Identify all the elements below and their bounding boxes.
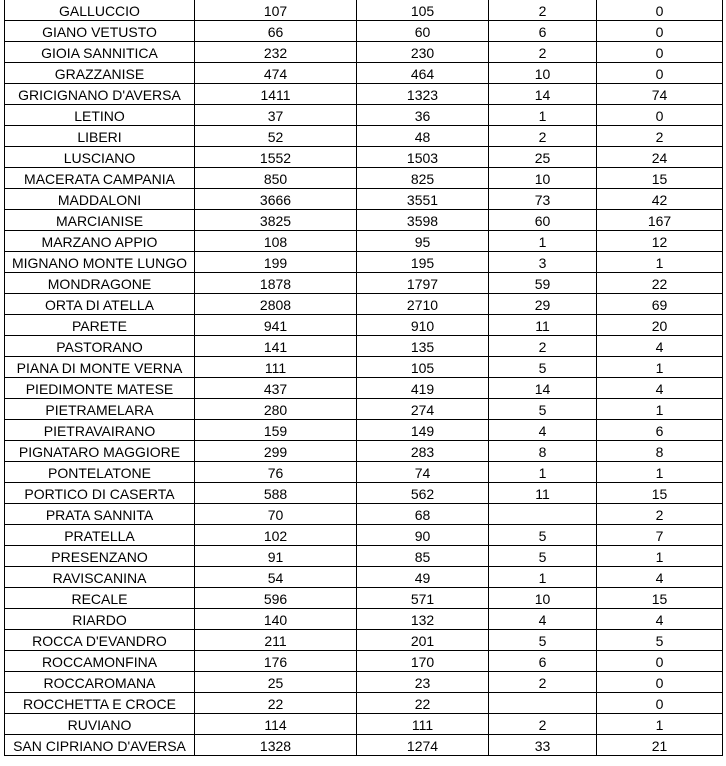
- municipality-cell: ROCCAROMANA: [5, 672, 195, 693]
- value-col-2-cell: 419: [357, 378, 489, 399]
- municipality-cell: GRICIGNANO D'AVERSA: [5, 84, 195, 105]
- value-col-2-cell: 571: [357, 588, 489, 609]
- value-col-4-cell: 2: [597, 504, 723, 525]
- municipality-cell: MIGNANO MONTE LUNGO: [5, 252, 195, 273]
- value-col-1-cell: 1328: [195, 735, 357, 756]
- value-col-3-cell: 2: [489, 42, 597, 63]
- value-col-1-cell: 211: [195, 630, 357, 651]
- value-col-4-cell: 167: [597, 210, 723, 231]
- value-col-1-cell: 114: [195, 714, 357, 735]
- value-col-1-cell: 1878: [195, 273, 357, 294]
- municipality-cell: MARCIANISE: [5, 210, 195, 231]
- value-col-4-cell: 0: [597, 693, 723, 714]
- table-row: [5, 420, 723, 441]
- value-col-2-cell: 60: [357, 21, 489, 42]
- value-col-3-cell: 14: [489, 84, 597, 105]
- value-col-2-cell: 274: [357, 399, 489, 420]
- municipality-cell: PONTELATONE: [5, 462, 195, 483]
- municipality-cell: RUVIANO: [5, 714, 195, 735]
- value-col-4-cell: 1: [597, 714, 723, 735]
- value-col-2-cell: 48: [357, 126, 489, 147]
- value-col-4-cell: 0: [597, 0, 723, 21]
- value-col-3-cell: 11: [489, 315, 597, 336]
- value-col-2-cell: 105: [357, 0, 489, 21]
- value-col-2-cell: 132: [357, 609, 489, 630]
- value-col-1-cell: 111: [195, 357, 357, 378]
- table-row: [5, 63, 723, 84]
- value-col-1-cell: 850: [195, 168, 357, 189]
- value-col-4-cell: 7: [597, 525, 723, 546]
- value-col-4-cell: 69: [597, 294, 723, 315]
- table-row: [5, 546, 723, 567]
- value-col-1-cell: 102: [195, 525, 357, 546]
- value-col-4-cell: 4: [597, 336, 723, 357]
- value-col-4-cell: 1: [597, 399, 723, 420]
- municipality-cell: RAVISCANINA: [5, 567, 195, 588]
- value-col-4-cell: 0: [597, 672, 723, 693]
- value-col-1-cell: 941: [195, 315, 357, 336]
- value-col-1-cell: 588: [195, 483, 357, 504]
- table-body: [5, 0, 723, 756]
- value-col-4-cell: 2: [597, 126, 723, 147]
- value-col-4-cell: 4: [597, 609, 723, 630]
- table-row: [5, 21, 723, 42]
- value-col-4-cell: 0: [597, 21, 723, 42]
- municipality-cell: PASTORANO: [5, 336, 195, 357]
- value-col-2-cell: 1797: [357, 273, 489, 294]
- municipality-cell: GIANO VETUSTO: [5, 21, 195, 42]
- value-col-3-cell: [489, 693, 597, 714]
- value-col-4-cell: 0: [597, 63, 723, 84]
- value-col-2-cell: 36: [357, 105, 489, 126]
- value-col-2-cell: 170: [357, 651, 489, 672]
- value-col-1-cell: 437: [195, 378, 357, 399]
- value-col-4-cell: 0: [597, 105, 723, 126]
- value-col-2-cell: 195: [357, 252, 489, 273]
- table-row: [5, 42, 723, 63]
- value-col-1-cell: 280: [195, 399, 357, 420]
- value-col-2-cell: 201: [357, 630, 489, 651]
- table-row: [5, 588, 723, 609]
- value-col-2-cell: 105: [357, 357, 489, 378]
- value-col-3-cell: 2: [489, 672, 597, 693]
- value-col-3-cell: 2: [489, 336, 597, 357]
- value-col-3-cell: 1: [489, 567, 597, 588]
- value-col-3-cell: 5: [489, 525, 597, 546]
- municipality-cell: SAN CIPRIANO D'AVERSA: [5, 735, 195, 756]
- table-row: [5, 315, 723, 336]
- value-col-2-cell: 230: [357, 42, 489, 63]
- municipality-cell: RIARDO: [5, 609, 195, 630]
- value-col-3-cell: 5: [489, 399, 597, 420]
- value-col-4-cell: 12: [597, 231, 723, 252]
- value-col-3-cell: 1: [489, 462, 597, 483]
- value-col-3-cell: 59: [489, 273, 597, 294]
- value-col-1-cell: 1411: [195, 84, 357, 105]
- municipality-cell: PRATA SANNITA: [5, 504, 195, 525]
- value-col-3-cell: 5: [489, 357, 597, 378]
- value-col-2-cell: 135: [357, 336, 489, 357]
- value-col-1-cell: 232: [195, 42, 357, 63]
- value-col-1-cell: 299: [195, 441, 357, 462]
- table-row: [5, 273, 723, 294]
- value-col-1-cell: 1552: [195, 147, 357, 168]
- table-row: [5, 630, 723, 651]
- value-col-3-cell: 33: [489, 735, 597, 756]
- municipality-cell: GIOIA SANNITICA: [5, 42, 195, 63]
- value-col-1-cell: 199: [195, 252, 357, 273]
- value-col-4-cell: 4: [597, 567, 723, 588]
- value-col-3-cell: 2: [489, 0, 597, 21]
- municipality-cell: ROCCHETTA E CROCE: [5, 693, 195, 714]
- value-col-2-cell: 74: [357, 462, 489, 483]
- value-col-3-cell: 29: [489, 294, 597, 315]
- value-col-1-cell: 141: [195, 336, 357, 357]
- municipality-cell: LIBERI: [5, 126, 195, 147]
- table-row: [5, 504, 723, 525]
- table-row: [5, 336, 723, 357]
- value-col-3-cell: 10: [489, 63, 597, 84]
- value-col-3-cell: 3: [489, 252, 597, 273]
- value-col-1-cell: 3666: [195, 189, 357, 210]
- table-row: [5, 609, 723, 630]
- value-col-2-cell: 1503: [357, 147, 489, 168]
- value-col-1-cell: 107: [195, 0, 357, 21]
- value-col-4-cell: 22: [597, 273, 723, 294]
- value-col-3-cell: 14: [489, 378, 597, 399]
- municipality-cell: LETINO: [5, 105, 195, 126]
- table-row: [5, 168, 723, 189]
- municipality-cell: ROCCAMONFINA: [5, 651, 195, 672]
- value-col-1-cell: 2808: [195, 294, 357, 315]
- value-col-3-cell: [489, 504, 597, 525]
- value-col-4-cell: 24: [597, 147, 723, 168]
- value-col-2-cell: 283: [357, 441, 489, 462]
- municipality-cell: PORTICO DI CASERTA: [5, 483, 195, 504]
- table-row: [5, 147, 723, 168]
- value-col-2-cell: 95: [357, 231, 489, 252]
- value-col-3-cell: 11: [489, 483, 597, 504]
- value-col-3-cell: 5: [489, 630, 597, 651]
- table-row: [5, 714, 723, 735]
- value-col-3-cell: 1: [489, 105, 597, 126]
- value-col-4-cell: 21: [597, 735, 723, 756]
- value-col-1-cell: 108: [195, 231, 357, 252]
- table-row: [5, 189, 723, 210]
- value-col-4-cell: 0: [597, 651, 723, 672]
- table-row: [5, 357, 723, 378]
- municipality-cell: MADDALONI: [5, 189, 195, 210]
- value-col-2-cell: 3551: [357, 189, 489, 210]
- value-col-1-cell: 25: [195, 672, 357, 693]
- value-col-2-cell: 23: [357, 672, 489, 693]
- value-col-3-cell: 6: [489, 651, 597, 672]
- value-col-4-cell: 0: [597, 42, 723, 63]
- value-col-3-cell: 8: [489, 441, 597, 462]
- value-col-1-cell: 70: [195, 504, 357, 525]
- municipality-cell: ROCCA D'EVANDRO: [5, 630, 195, 651]
- value-col-4-cell: 1: [597, 357, 723, 378]
- table-row: [5, 105, 723, 126]
- value-col-3-cell: 6: [489, 21, 597, 42]
- table-row: [5, 399, 723, 420]
- value-col-2-cell: 149: [357, 420, 489, 441]
- municipality-cell: PRESENZANO: [5, 546, 195, 567]
- value-col-1-cell: 52: [195, 126, 357, 147]
- table-row: [5, 294, 723, 315]
- value-col-3-cell: 25: [489, 147, 597, 168]
- municipality-cell: LUSCIANO: [5, 147, 195, 168]
- municipality-cell: PIANA DI MONTE VERNA: [5, 357, 195, 378]
- value-col-4-cell: 8: [597, 441, 723, 462]
- value-col-2-cell: 90: [357, 525, 489, 546]
- value-col-3-cell: 60: [489, 210, 597, 231]
- municipality-cell: ORTA DI ATELLA: [5, 294, 195, 315]
- value-col-2-cell: 562: [357, 483, 489, 504]
- value-col-4-cell: 15: [597, 588, 723, 609]
- municipality-cell: GALLUCCIO: [5, 0, 195, 21]
- table-row: [5, 84, 723, 105]
- value-col-4-cell: 15: [597, 483, 723, 504]
- municipality-cell: PIEDIMONTE MATESE: [5, 378, 195, 399]
- value-col-4-cell: 42: [597, 189, 723, 210]
- table-row: [5, 462, 723, 483]
- value-col-3-cell: 5: [489, 546, 597, 567]
- municipality-cell: RECALE: [5, 588, 195, 609]
- table-row: [5, 231, 723, 252]
- table-row: [5, 693, 723, 714]
- value-col-1-cell: 22: [195, 693, 357, 714]
- value-col-3-cell: 73: [489, 189, 597, 210]
- value-col-4-cell: 6: [597, 420, 723, 441]
- value-col-2-cell: 2710: [357, 294, 489, 315]
- value-col-3-cell: 4: [489, 420, 597, 441]
- value-col-4-cell: 5: [597, 630, 723, 651]
- municipality-cell: PRATELLA: [5, 525, 195, 546]
- value-col-1-cell: 140: [195, 609, 357, 630]
- table-row: [5, 441, 723, 462]
- value-col-2-cell: 49: [357, 567, 489, 588]
- value-col-4-cell: 20: [597, 315, 723, 336]
- municipality-cell: GRAZZANISE: [5, 63, 195, 84]
- value-col-1-cell: 54: [195, 567, 357, 588]
- value-col-4-cell: 74: [597, 84, 723, 105]
- value-col-1-cell: 91: [195, 546, 357, 567]
- value-col-3-cell: 10: [489, 588, 597, 609]
- table-row: [5, 210, 723, 231]
- municipality-cell: PARETE: [5, 315, 195, 336]
- municipality-cell: PIETRAVAIRANO: [5, 420, 195, 441]
- municipality-cell: MONDRAGONE: [5, 273, 195, 294]
- value-col-2-cell: 1274: [357, 735, 489, 756]
- value-col-1-cell: 176: [195, 651, 357, 672]
- table-row: [5, 483, 723, 504]
- value-col-4-cell: 1: [597, 462, 723, 483]
- value-col-1-cell: 474: [195, 63, 357, 84]
- table-row: [5, 378, 723, 399]
- table-row: [5, 735, 723, 756]
- table-row: [5, 0, 723, 21]
- value-col-2-cell: 3598: [357, 210, 489, 231]
- value-col-1-cell: 66: [195, 21, 357, 42]
- table-row: [5, 126, 723, 147]
- table-row: [5, 567, 723, 588]
- value-col-1-cell: 3825: [195, 210, 357, 231]
- value-col-3-cell: 2: [489, 126, 597, 147]
- value-col-2-cell: 1323: [357, 84, 489, 105]
- table-row: [5, 651, 723, 672]
- value-col-2-cell: 22: [357, 693, 489, 714]
- value-col-4-cell: 15: [597, 168, 723, 189]
- value-col-3-cell: 1: [489, 231, 597, 252]
- value-col-3-cell: 2: [489, 714, 597, 735]
- value-col-1-cell: 596: [195, 588, 357, 609]
- table-row: [5, 252, 723, 273]
- value-col-2-cell: 825: [357, 168, 489, 189]
- municipality-cell: MARZANO APPIO: [5, 231, 195, 252]
- municipality-cell: PIETRAMELARA: [5, 399, 195, 420]
- value-col-2-cell: 111: [357, 714, 489, 735]
- value-col-2-cell: 68: [357, 504, 489, 525]
- value-col-4-cell: 1: [597, 252, 723, 273]
- data-table: [4, 0, 723, 756]
- municipality-cell: PIGNATARO MAGGIORE: [5, 441, 195, 462]
- value-col-1-cell: 76: [195, 462, 357, 483]
- value-col-2-cell: 910: [357, 315, 489, 336]
- municipality-cell: MACERATA CAMPANIA: [5, 168, 195, 189]
- value-col-2-cell: 464: [357, 63, 489, 84]
- value-col-1-cell: 159: [195, 420, 357, 441]
- value-col-2-cell: 85: [357, 546, 489, 567]
- table-row: [5, 672, 723, 693]
- value-col-3-cell: 4: [489, 609, 597, 630]
- table-row: [5, 525, 723, 546]
- value-col-3-cell: 10: [489, 168, 597, 189]
- value-col-1-cell: 37: [195, 105, 357, 126]
- value-col-4-cell: 1: [597, 546, 723, 567]
- value-col-4-cell: 4: [597, 378, 723, 399]
